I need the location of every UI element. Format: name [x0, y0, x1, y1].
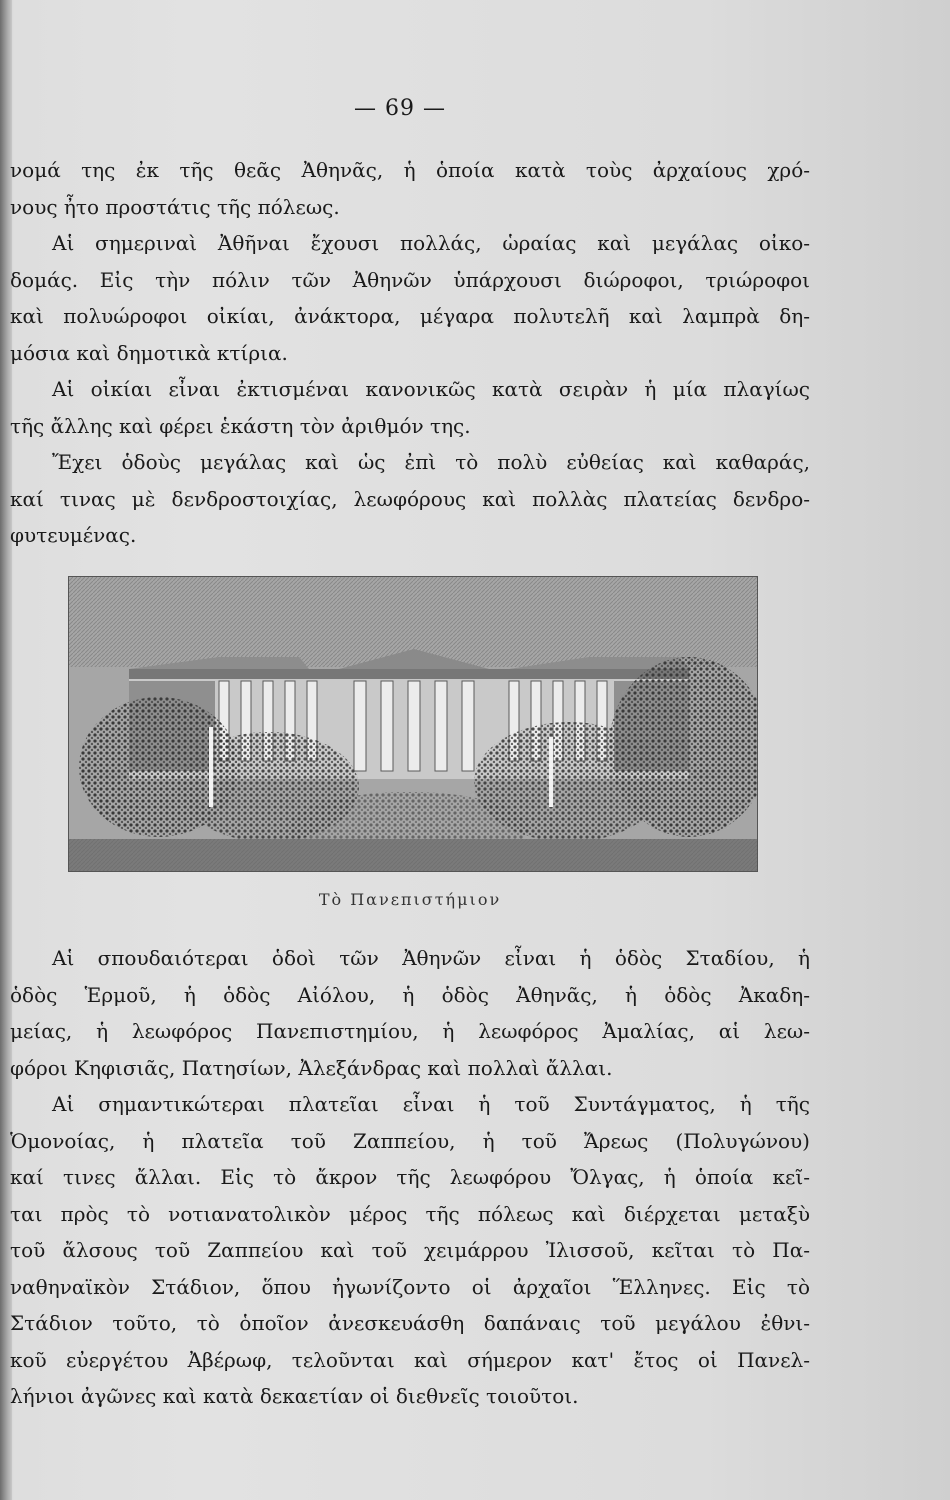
- text-line: ται πρὸς τὸ νοτιανατολικὸν μέρος τῆς πόλεως καὶ διέρχεται μεταξὺ: [10, 1201, 810, 1226]
- text-line: Στάδιον τοῦτο, τὸ ὁποῖον ἀνεσκευάσθη δαπάναις τοῦ μεγάλου ἐθνι-: [10, 1311, 810, 1335]
- university-engraving: [68, 576, 758, 872]
- text-line: Ἔχει ὁδοὺς μεγάλας καὶ ὡς ἐπὶ τὸ πολὺ εὐθείας καὶ καθαράς,: [52, 450, 810, 474]
- text-line: Αἱ σπουδαιότεραι ὁδοὶ τῶν Ἀθηνῶν εἶναι ἡ ὁδὸς Σταδίου, ἡ: [52, 946, 810, 970]
- text-line: καί τινες ἄλλαι. Εἰς τὸ ἄκρον τῆς λεωφόρου Ὄλγας, ἡ ὁποία κεῖ-: [10, 1165, 810, 1189]
- text-line: ναθηναϊκὸν Στάδιον, ὅπου ἠγωνίζοντο οἱ ἀρχαῖοι Ἕλληνες. Εἰς τὸ: [10, 1274, 810, 1299]
- text-line: φυτευμένας.: [10, 523, 137, 547]
- text-line: μείας, ἡ λεωφόρος Πανεπιστημίου, ἡ λεωφόρος Ἀμαλίας, αἱ λεω-: [10, 1019, 810, 1043]
- text-line: καὶ πολυώροφοι οἰκίαι, ἀνάκτορα, μέγαρα πολυτελῆ καὶ λαμπρὰ δη-: [10, 304, 810, 328]
- text-line: λήνιοι ἀγῶνες καὶ κατὰ δεκαετίαν οἱ διεθνεῖς τοιοῦτοι.: [10, 1384, 579, 1408]
- paragraph-houses: [10, 371, 810, 444]
- text-line: Αἱ σημαντικώτεραι πλατεῖαι εἶναι ἡ τοῦ Συντάγματος, ἡ τῆς: [52, 1092, 810, 1116]
- text-line: κοῦ εὐεργέτου Ἀβέρωφ, τελοῦνται καὶ σήμερον κατ' ἔτος οἱ Πανελ-: [10, 1347, 810, 1372]
- page-number: — 69 —: [354, 96, 446, 121]
- paragraph-modern-athens: [10, 225, 810, 371]
- figure-caption: Τὸ Πανεπιστήμιον: [318, 890, 502, 909]
- text-line: τοῦ ἄλσους τοῦ Ζαππείου καὶ τοῦ χειμάρρου Ἰλισσοῦ, κεῖται τὸ Πα-: [10, 1238, 810, 1262]
- text-line: ὁδὸς Ἑρμοῦ, ἡ ὁδὸς Αἰόλου, ἡ ὁδὸς Ἀθηνᾶς, ἡ ὁδὸς Ἀκαδη-: [10, 982, 810, 1007]
- paragraph-main-streets: [10, 940, 810, 1086]
- text-line: τῆς ἄλλης καὶ φέρει ἑκάστη τὸν ἀριθμόν της.: [10, 413, 471, 438]
- paragraph-squares-stadium: [10, 1086, 810, 1415]
- text-line: μόσια καὶ δημοτικὰ κτίρια.: [10, 340, 288, 365]
- text-line: νους ἦτο προστάτις τῆς πόλεως.: [10, 194, 340, 219]
- text-line: δομάς. Εἰς τὴν πόλιν τῶν Ἀθηνῶν ὑπάρχουσι διώροφοι, τριώροφοι: [10, 267, 810, 292]
- paragraph-athena-continuation: [10, 152, 810, 225]
- text-line: φόροι Κηφισιᾶς, Πατησίων, Ἀλεξάνδρας καὶ πολλαὶ ἄλλαι.: [10, 1055, 613, 1080]
- text-line: Ὁμονοίας, ἡ πλατεῖα τοῦ Ζαππείου, ἡ τοῦ Ἄρεως (Πολυγώνου): [10, 1128, 810, 1153]
- text-line: Αἱ σημεριναὶ Ἀθῆναι ἔχουσι πολλάς, ὡραίας καὶ μεγάλας οἰκο-: [52, 231, 810, 255]
- text-line: νομά της ἐκ τῆς θεᾶς Ἀθηνᾶς, ἡ ὁποία κατὰ τοὺς ἀρχαίους χρό-: [10, 158, 810, 182]
- text-line: καί τινας μὲ δενδροστοιχίας, λεωφόρους καὶ πολλὰς πλατείας δενδρο-: [10, 486, 810, 511]
- text-line: Αἱ οἰκίαι εἶναι ἐκτισμέναι κανονικῶς κατὰ σειρὰν ἡ μία πλαγίως: [52, 377, 810, 401]
- paragraph-roads: [10, 444, 810, 554]
- university-building-illustration: [69, 577, 757, 871]
